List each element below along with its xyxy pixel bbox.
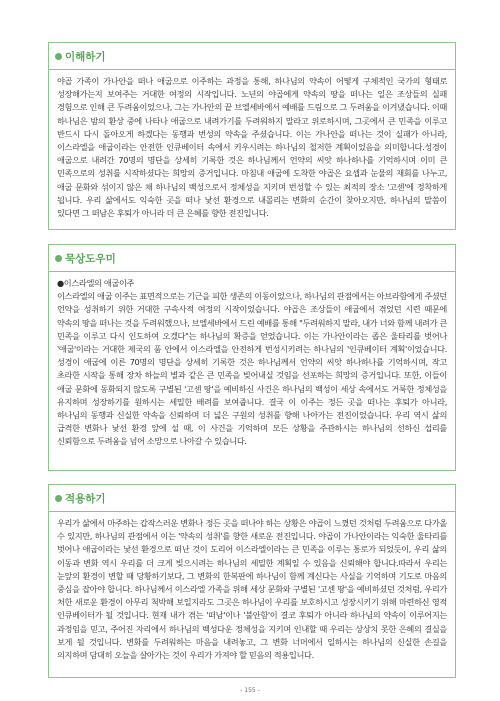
section-subtitle: ●이스라엘의 애굽이주 — [57, 278, 135, 288]
section-title: 적용하기 — [65, 492, 106, 505]
section-header — [49, 245, 455, 272]
section-title: 이해하기 — [65, 50, 106, 63]
bullet-dot-icon — [55, 495, 62, 502]
section-body — [49, 272, 455, 449]
section-header — [49, 485, 455, 512]
section-header — [49, 43, 455, 70]
bullet-dot-icon — [55, 255, 62, 262]
page-number: - 155 - — [240, 687, 260, 694]
section-body — [49, 70, 455, 220]
bullet-dot-icon — [55, 53, 62, 60]
section-understanding — [48, 42, 456, 230]
section-title: 묵상도우미 — [65, 252, 116, 265]
paragraph: 이스라엘의 애굽 이주는 표면적으로는 기근을 피한 생존의 이동이었으나, 하나님의 관점에서는 아브라함에게 주셨던 언약을 성취하기 위한 거대한 구속사적 여정의 시작이었습니다. 야곱은 조상들이 애굽에서 겪었던 시련 때문에 약속의 땅을 떠나는 것을 두려워했으나, 브엘세바에서 드린 예배를 통해 "두려워하지 말라, 내가 너와 함께 내려가 큰 민족을 이루고 다시 인도하여 오겠다"는 하나님의 확증을 얻었습니다. 이는 가나안이라는 좁은 울타리를 벗어나 '애굽'이라는 거대한 제국의 품 안에서 이스라엘을 안전하게 번성시키려는 하나님의 '인큐베이터 계획'이었습니다. 성경이 애굽에 이른 70명의 명단을 상세히 기록한 것은 하나님께서 언약의 씨앗 하나하나를 기억하시며, 작고 초라한 시작을 통해 장차 하늘의 별과 같은 큰 민족을 빚어내실 것임을 선포하는 희망의 증거입니다. 또한, 이들이 애굽 문화에 동화되지 않도록 구별된 '고센 땅'을 예비하신 사건은 하나님의 백성이 세상 속에서도 거룩한 정체성을 유지하며 성장하기를 원하시는 세밀한 배려를 보여줍니다. 결국 이 이주는 정든 곳을 떠나는 후퇴가 아니라, 하나님의 동행과 신실한 약속을 신뢰하며 더 넓은 구원의 성취를 향해 나아가는 전진이었습니다. 우리 역시 삶의 급격한 변화나 낯선 환경 앞에 설 때, 이 사건을 기억하며 모든 상황을 주관하시는 하나님의 선하신 섭리를 신뢰함으로 두려움을 넘어 소망으로 나아갈 수 있습니다. — [57, 291, 447, 447]
paragraph: 야곱 가족이 가나안을 떠나 애굽으로 이주하는 과정을 통해, 하나님의 약속이 어떻게 구체적인 국가의 형태로 성장해가는지 보여주는 거대한 여정의 시작입니다. 노년의 야곱에게 약속의 땅을 떠나는 일은 조상들의 실패 경험으로 인해 큰 두려움이었으나, 그는 가나안의 끝 브엘세바에서 예배를 드림으로 그 두려움을 이겨냈습니다. 이때 하나님은 밤의 환상 중에 나타나 애굽으로 내려가기를 두려워하지 말라고 위로하시며, 그곳에서 큰 민족을 이루고 반드시 다시 돌아오게 하겠다는 동행과 번성의 약속을 주셨습니다. 이는 가나안을 떠나는 것이 실패가 아니라, 이스라엘을 애굽이라는 안전한 인큐베이터 속에서 키우시려는 하나님의 철저한 계획이었음을 의미합니다.성경이 애굽으로 내려간 70명의 명단을 상세히 기록한 것은 하나님께서 언약의 씨앗 하나하나를 기억하시며 이미 큰 민족으로의 성취를 시작하셨다는 희망의 증거입니다. 마침내 애굽에 도착한 야곱은 요셉과 눈물의 재회를 나누고, 애굽 문화와 섞이지 않은 채 하나님의 백성으로서 정체성을 지키며 번성할 수 있는 최적의 장소 '고센'에 정착하게 됩니다. 우리 삶에서도 익숙한 곳을 떠나 낯선 환경으로 내몰리는 변화의 순간이 찾아오지만, 하나님의 말씀이 있다면 그 떠남은 후퇴가 아니라 더 큰 은혜를 향한 전진입니다. — [57, 76, 447, 219]
section-body — [49, 512, 455, 662]
section-meditation-helper — [48, 244, 456, 471]
paragraph: 우리가 삶에서 마주하는 갑작스러운 변화나 정든 곳을 떠나야 하는 상황은 야곱이 느꼈던 것처럼 두려움으로 다가올 수 있지만, 하나님의 관점에서 이는 '약속의 성취'를 향한 새로운 전진입니다. 야곱이 가나안이라는 익숙한 울타리를 벗어나 애굽이라는 낯선 환경으로 떠난 것이 도리어 이스라엘이라는 큰 민족을 이루는 통로가 되었듯이, 우리 삶의 이동과 변화 역시 우리를 더 크게 빚으시려는 하나님의 세밀한 계획일 수 있음을 신뢰해야 합니다.따라서 우리는 눈앞의 환경이 변할 때 당황하기보다, 그 변화의 한복판에 하나님이 함께 계신다는 사실을 기억하며 기도로 마음의 중심을 잡아야 합니다. 하나님께서 이스라엘 가족을 위해 세상 문화와 구별된 '고센 땅'을 예비하셨던 것처럼, 우리가 처한 새로운 환경이 아무리 척박해 보일지라도 그곳은 하나님이 우리를 보호하시고 성장시키기 위해 마련하신 영적 인큐베이터가 될 것입니다. 현재 내가 겪는 '떠남'이나 '불안함'이 결코 후퇴가 아니라 하나님의 약속이 이루어지는 과정임을 믿고, 주어진 자리에서 하나님의 백성다운 정체성을 지키며 인내할 때 우리는 상상치 못한 은혜의 결실을 보게 될 것입니다. 변화를 두려워하는 마음을 내려놓고, 그 변화 너머에서 일하시는 하나님의 신실한 손길을 의지하며 담대히 오늘을 살아가는 것이 우리가 가져야 할 믿음의 적용입니다. — [57, 518, 447, 661]
section-application — [48, 484, 456, 678]
